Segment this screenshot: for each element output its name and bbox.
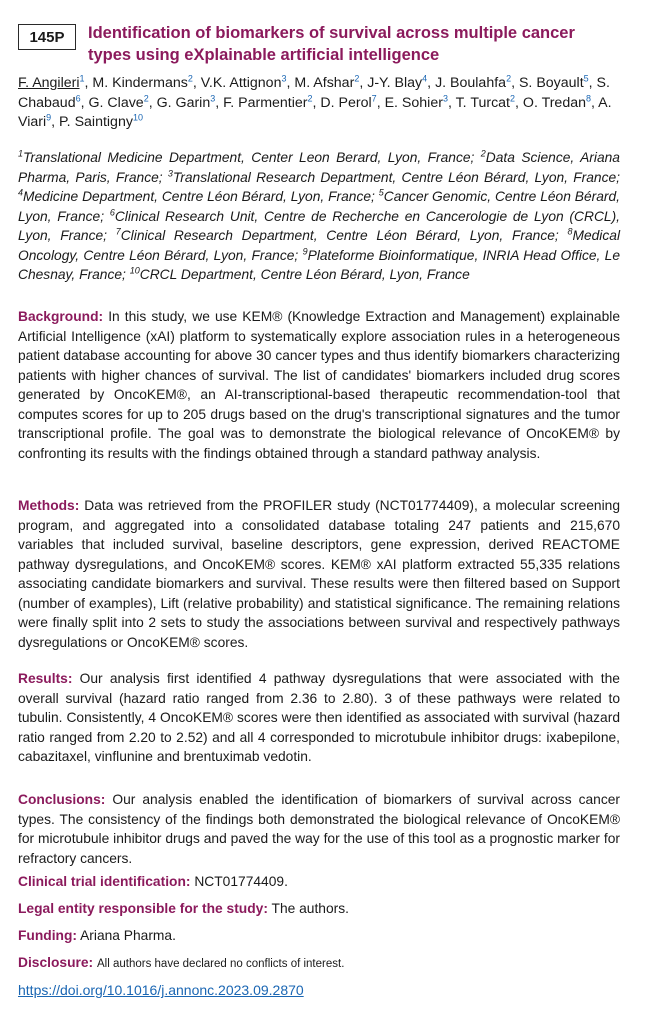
funding-section [18, 926, 620, 946]
affiliation-text: Clinical Research Department, Centre Léon Bérard, Lyon, France; [120, 228, 559, 243]
author-affiliation-marker: 3 [442, 92, 448, 103]
disclosure-section [18, 953, 620, 975]
methods-label: Methods: [18, 498, 80, 513]
author-affiliation-marker: 2 [187, 73, 193, 84]
author-name: M. Kindermans [92, 75, 188, 91]
funding-text: Ariana Pharma. [80, 928, 176, 943]
affiliation-number: 3 [167, 167, 173, 178]
author-name: T. Turcat [455, 94, 510, 111]
affiliation-number: 5 [378, 187, 384, 198]
disclosure-label: Disclosure: [18, 955, 94, 970]
background-label: Background: [18, 309, 104, 324]
author-name: G. Clave [88, 94, 144, 111]
affiliation-text: Clinical Research Unit, Centre de Recherche en Cancerologie de Lyon (CRCL), Lyon, France; [18, 208, 621, 243]
author-affiliation-marker: 2 [506, 73, 512, 84]
affiliation-number: 1 [18, 148, 24, 159]
author-affiliation-marker: 7 [371, 92, 377, 103]
affiliation-number: 6 [109, 206, 115, 217]
author-affiliation-marker: 4 [422, 73, 428, 84]
affiliation-text: Medical Oncology, Centre Léon Bérard, Lyon, France; [18, 228, 621, 263]
author-affiliation-marker: 6 [75, 92, 81, 103]
author-name: E. Sohier [384, 94, 443, 111]
abstract-title: Identification of biomarkers of survival across multiple cancer types using eXplainable artificial intelligence [88, 24, 575, 64]
results-text: Our analysis first identified 4 pathway dysregulations that were associated with the overall survival (hazard ratio ranged from 2.36 to 2.80). 3 of these pathways were related to tubulin. Consistently, 4 OncoKEM® scores were then identified as associated with survival (hazard ratio ranged from 2.20 to 2.52) and all 4 corresponded to microtubule inhibitor drugs: ixabepilone, cabazitaxel, vinflunine and brentuximab vedotin. [18, 671, 620, 764]
affiliation-text: Data Science, Ariana Pharma, Paris, France; [18, 150, 620, 185]
author-affiliation-marker: 9 [46, 112, 52, 123]
background-text: In this study, we use KEM® (Knowledge Extraction and Management) explainable Artificial Intelligence (xAI) platform to systematically explore association rules in a heterogeneous patient database accounting for above 30 cancer types and thus identify biomarkers characterizing patients with higher chances of survival. The list of candidates' biomarkers included drug scores generated by OncoKEM®, an AI-transcriptional-based therapeutic recommendation-tool that computes scores for up to 205 drugs based on the drug's transcriptional signatures and the tumor transcriptional profile. The goal was to demonstrate the biological relevance of OncoKEM® by confronting its results with the findings obtained through a standard pathway analysis. [18, 309, 620, 461]
author-affiliation-marker: 10 [132, 112, 143, 123]
results-section [18, 669, 620, 767]
author-name: V.K. Attignon [200, 75, 282, 91]
trial-section [18, 872, 620, 892]
affiliation-number: 8 [567, 226, 573, 237]
author-name: A. Viari [18, 94, 612, 130]
affiliation-text: Translational Research Department, Centre Léon Bérard, Lyon, France; [172, 169, 620, 185]
conclusions-text: Our analysis enabled the identification of biomarkers of survival across cancer types. The consistency of the findings both demonstrated the biological relevance of OncoKEM® for microtubule inhibitor drugs and paved the way for the use of this tool as a prognostic marker for refractory cancers. [18, 792, 620, 866]
affiliation-list [18, 148, 620, 285]
affiliation-text: Translational Medicine Department, Center Leon Berard, Lyon, France; [23, 150, 475, 165]
author-affiliation-marker: 2 [143, 92, 149, 103]
disclosure-text: All authors have declared no conflicts of interest. [97, 958, 345, 970]
affiliation-number: 7 [115, 226, 121, 237]
trial-text: NCT01774409. [194, 874, 288, 889]
affiliation-number: 10 [129, 265, 140, 276]
author-affiliation-marker: 3 [281, 73, 287, 84]
affiliation-number: 9 [302, 245, 308, 256]
author-name: S. Boyault [518, 75, 584, 91]
trial-label: Clinical trial identification: [18, 874, 191, 889]
abstract-id-box: 145P [18, 24, 76, 50]
funding-label: Funding: [18, 928, 77, 943]
legal-text: The authors. [271, 901, 349, 916]
doi-section [18, 981, 620, 1001]
results-label: Results: [18, 671, 73, 686]
affiliation-text: Cancer Genomic, Centre Léon Bérard, Lyon, France; [18, 189, 620, 224]
author-name: D. Perol [320, 94, 372, 111]
author-affiliation-marker: 1 [79, 73, 85, 84]
author-name: M. Afshar [294, 75, 355, 91]
conclusions-section [18, 790, 620, 868]
author-name: G. Garin [156, 94, 211, 111]
author-name: S. Chabaud [18, 75, 610, 111]
author-affiliation-marker: 5 [583, 73, 589, 84]
author-name: O. Tredan [522, 94, 586, 111]
affiliation-text: CRCL Department, Centre Léon Bérard, Lyon, France [139, 267, 470, 282]
affiliation-number: 2 [480, 148, 486, 159]
affiliation-text: Medicine Department, Centre Léon Bérard, Lyon, France; [23, 189, 375, 204]
author-name: P. Saintigny [59, 114, 133, 130]
methods-section [18, 496, 620, 652]
author-affiliation-marker: 2 [510, 92, 516, 103]
author-affiliation-marker: 2 [354, 73, 360, 84]
author-affiliation-marker: 2 [307, 92, 313, 103]
author-name: F. Parmentier [223, 94, 308, 111]
methods-text: Data was retrieved from the PROFILER study (NCT01774409), a molecular screening program, and aggregated into a consolidated database totaling 247 patients and 215,670 variables that included survival, baseline descriptors, gene expression, derived REACTOME pathway dysregulations, and OncoKEM® scores. KEM® xAI platform extracted 55,335 relations associating candidate biomarkers and survival. These results were then filtered based on Support (number of examples), Lift (relative probability) and statistical significance. The remaining relations were finally split into 2 sets to study the associations between survival and respectively pathways dysregulations or OncoKEM® scores. [18, 498, 620, 650]
affiliation-text: Plateforme Bioinformatique, INRIA Head Office, Le Chesnay, France; [18, 247, 620, 282]
conclusions-label: Conclusions: [18, 792, 106, 807]
author-name: J. Boulahfa [435, 75, 507, 91]
author-affiliation-marker: 3 [210, 92, 216, 103]
background-section [18, 307, 620, 463]
affiliation-number: 4 [18, 187, 24, 198]
legal-label: Legal entity responsible for the study: [18, 901, 268, 916]
author-name: J-Y. Blay [367, 75, 423, 91]
doi-link[interactable]: https://doi.org/10.1016/j.annonc.2023.09.2870 [18, 982, 304, 998]
author-affiliation-marker: 8 [586, 92, 592, 103]
author-list: F. Angileri$^1$, M. Kindermans$^2$, V.K. Attignon$^3$, M. Afshar$^2$, J-Y. Blay$^4$, J. Boulahfa$^2$, S. Boyault$^5$, S. Chabaud$^6$, G. Clave$^2$, G. Garin$^3$, F. Parmentier$^2$, D. Perol$^7$, E. Sohier$^3$, T. Turcat$^2$, O. Tredan$^8$, A. Viari$^9$, P. Saintigny$^{10}$ [18, 73, 612, 130]
legal-section [18, 899, 620, 919]
author-name: F. Angileri [18, 75, 80, 91]
